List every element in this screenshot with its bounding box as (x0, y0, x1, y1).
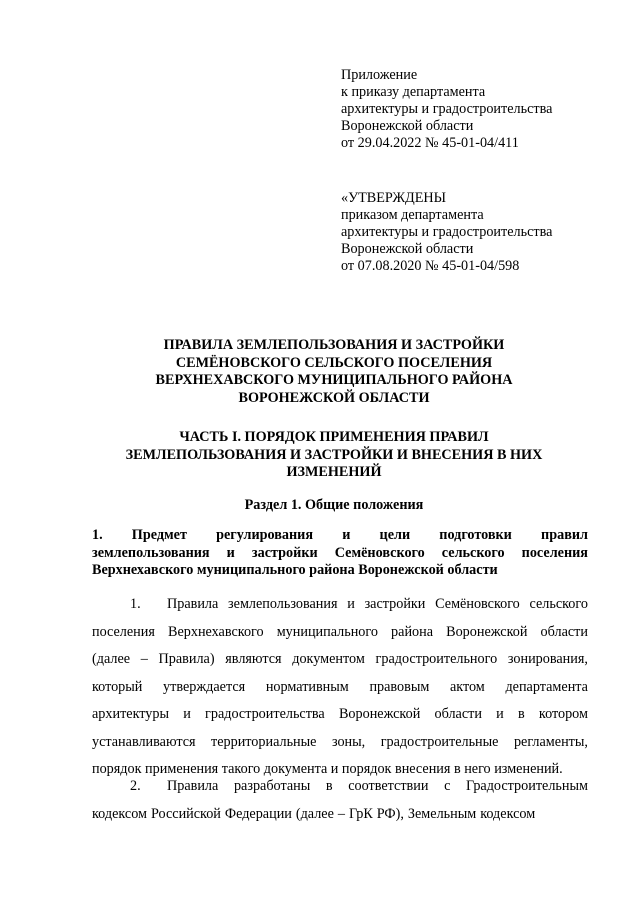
word: сельского (529, 596, 588, 612)
text-line (92, 701, 588, 729)
text-line (92, 562, 588, 580)
word: зонирования, (507, 651, 588, 667)
text-line (92, 527, 588, 545)
word: поселения (92, 623, 155, 640)
word: котором (538, 706, 588, 722)
word: в (517, 706, 525, 722)
word: и (347, 596, 355, 612)
approved-line: «УТВЕРЖДЕНЫ (341, 190, 446, 206)
approved-line: Воронежской области (341, 241, 474, 257)
text-line (92, 674, 588, 702)
word: разработаны (233, 778, 311, 794)
text-line (92, 773, 588, 801)
main-title-line: СЕМЁНОВСКОГО СЕЛЬСКОГО ПОСЕЛЕНИЯ (175, 354, 493, 371)
appendix-block (341, 67, 552, 152)
word: департамента (505, 678, 588, 695)
word: утверждается (163, 678, 246, 695)
first-line-words (167, 591, 588, 619)
word: и (342, 527, 351, 543)
main-title (80, 337, 588, 407)
appendix-line: от 29.04.2022 № 45-01-04/411 (341, 135, 519, 151)
part-title (80, 429, 588, 482)
appendix-line: Воронежской области (341, 118, 474, 134)
text-line (92, 591, 588, 619)
word: соответствии (348, 778, 429, 794)
subsection-heading (92, 527, 588, 580)
word: актом (449, 678, 485, 695)
word: градостроительные (380, 733, 499, 750)
word: РФ), (376, 805, 404, 822)
word: Верхнехавского (168, 623, 264, 640)
word: и (226, 544, 235, 561)
word: сельского (441, 544, 505, 561)
word: Семёновского (435, 596, 520, 612)
paragraph-1 (92, 591, 588, 784)
word: ГрК (348, 805, 373, 822)
word: Правила) (158, 651, 215, 667)
word: поселения (521, 544, 588, 561)
paragraph-2 (92, 773, 588, 828)
word: области (540, 623, 588, 640)
paragraph-number: 2. (130, 778, 141, 794)
word: застройки (251, 544, 318, 561)
approved-line: от 07.08.2020 № 45-01-04/598 (341, 258, 520, 274)
word: территориальные (211, 733, 317, 750)
word: зоны, (331, 733, 366, 750)
word: являются (225, 651, 282, 667)
word: и (183, 706, 191, 722)
word: Правила (167, 596, 219, 612)
word: Воронежской (338, 706, 421, 722)
word: в (325, 778, 333, 794)
word: архитектуры (92, 706, 170, 722)
word: Градостроительным (466, 778, 588, 794)
word: порядок применения такого документа и порядок внесения в него изменений. (92, 761, 563, 777)
word: нормативным (265, 678, 349, 695)
appendix-line: архитектуры и градостроительства (341, 101, 553, 117)
main-title-line: ВЕРХНЕХАВСКОГО МУНИЦИПАЛЬНОГО РАЙОНА (155, 372, 513, 388)
word: документом (292, 651, 365, 667)
section-title-text: Раздел 1. Общие положения (244, 497, 424, 513)
part-title-line: ЗЕМЛЕПОЛЬЗОВАНИЯ И ЗАСТРОЙКИ И ВНЕСЕНИЯ В НИХ (125, 446, 543, 463)
paragraph-number: 1. (130, 596, 141, 612)
part-title-line: ЧАСТЬ I. ПОРЯДОК ПРИМЕНЕНИЯ ПРАВИЛ (179, 429, 489, 445)
word: застройки (364, 596, 426, 612)
word: кодексом (480, 805, 536, 822)
main-title-line: ПРАВИЛА ЗЕМЛЕПОЛЬЗОВАНИЯ И ЗАСТРОЙКИ (163, 337, 505, 353)
word: Федерации (224, 805, 292, 822)
approved-line: архитектуры и градостроительства (341, 224, 553, 240)
word: градостроительного (375, 651, 498, 667)
word: района (391, 623, 434, 640)
word: (далее (92, 651, 131, 667)
text-line (92, 801, 588, 829)
word: кодексом (92, 805, 148, 822)
word: Правила (167, 778, 219, 794)
text-line (92, 545, 588, 563)
word: регламенты, (513, 733, 588, 750)
word: области (434, 706, 482, 722)
word: 1. (92, 527, 103, 543)
text-line (92, 729, 588, 757)
word: который (92, 678, 143, 695)
text-line (92, 619, 588, 647)
text-line (92, 646, 588, 674)
word: (далее (295, 805, 334, 822)
word: устанавливаются (92, 733, 196, 750)
word: и (496, 706, 504, 722)
appendix-line: Приложение (341, 67, 418, 83)
word: Семёновского (334, 544, 425, 561)
appendix-line: к приказу департамента (341, 84, 486, 100)
word: Верхнехавского муниципального района Воронежской области (92, 562, 498, 578)
word: Российской (150, 805, 221, 822)
word: землепользования (92, 544, 210, 561)
first-line-words (167, 773, 588, 801)
word: землепользования (228, 596, 338, 612)
approved-line: приказом департамента (341, 207, 484, 223)
word: Земельным (407, 805, 477, 822)
word: муниципального (276, 623, 378, 640)
word: подготовки (439, 527, 512, 543)
word: – (337, 805, 345, 822)
word: Предмет (131, 527, 187, 543)
section-title (80, 497, 588, 515)
word: регулирования (216, 527, 314, 543)
word: правил (541, 527, 588, 543)
word: – (140, 651, 148, 667)
approved-block (341, 190, 552, 275)
word: цели (379, 527, 411, 543)
word: градостроительства (205, 706, 325, 722)
word: с (444, 778, 451, 794)
word: Воронежской (446, 623, 528, 640)
part-title-line: ИЗМЕНЕНИЙ (286, 464, 382, 480)
word: правовым (369, 678, 430, 695)
main-title-line: ВОРОНЕЖСКОЙ ОБЛАСТИ (238, 389, 430, 406)
